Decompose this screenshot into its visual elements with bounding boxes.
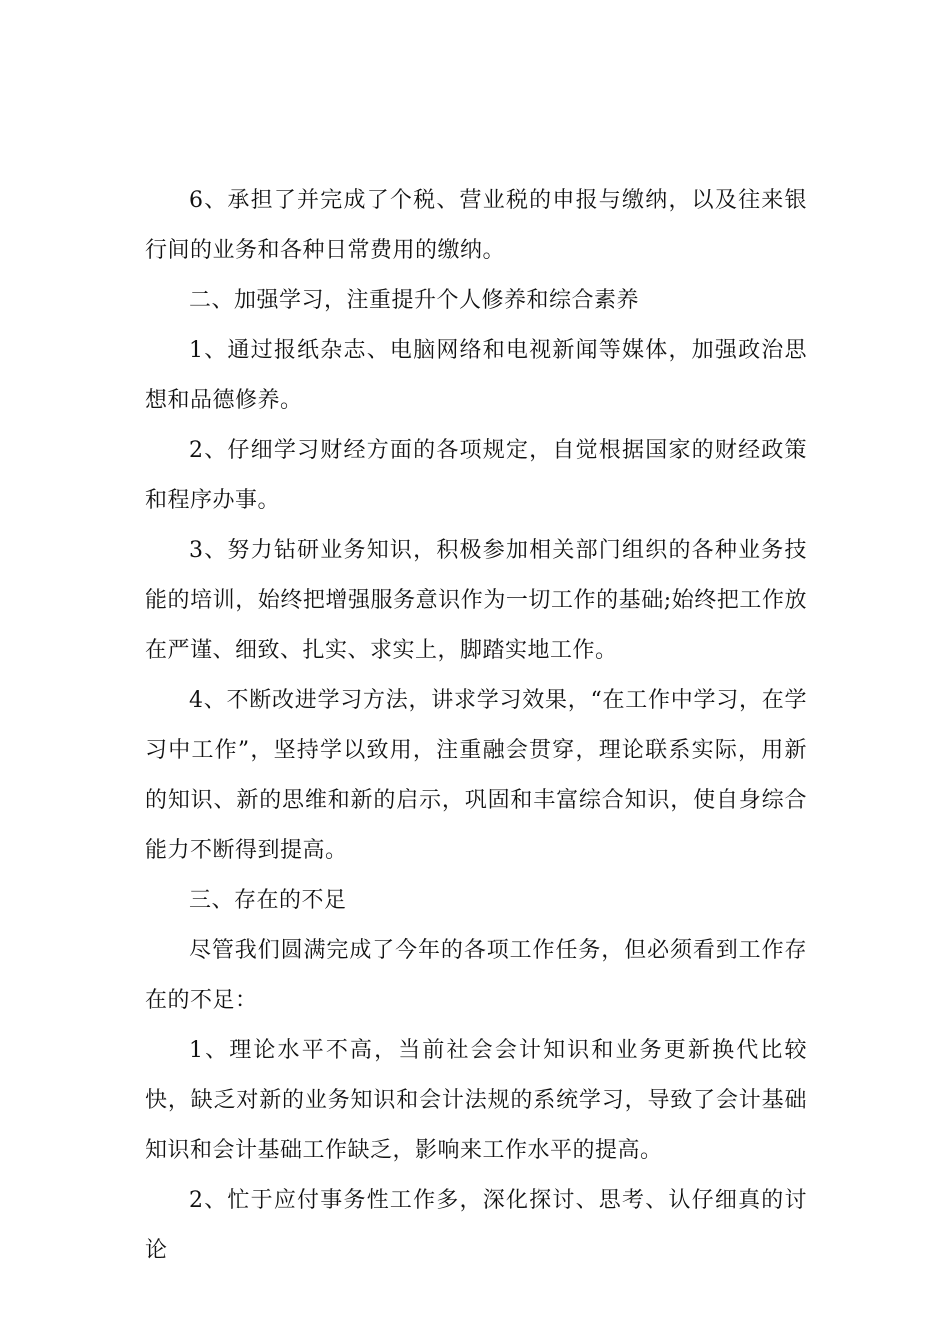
paragraph-shortcomings-intro: 尽管我们圆满完成了今年的各项工作任务，但必须看到工作存在的不足： — [145, 938, 807, 1013]
document-body — [145, 176, 807, 1276]
paragraph-shortcoming-1-theory: 1、理论水平不高，当前社会会计知识和业务更新换代比较快，缺乏对新的业务知识和会计法规的系统学习，导致了会计基础知识和会计基础工作缺乏，影响来工作水平的提高。 — [145, 1038, 807, 1163]
paragraph-item-1-media: 1、通过报纸杂志、电脑网络和电视新闻等媒体，加强政治思想和品德修养。 — [145, 338, 807, 413]
section-heading-shortcomings: 三、存在的不足 — [189, 888, 347, 913]
paragraph-item-3-training: 3、努力钻研业务知识，积极参加相关部门组织的各种业务技能的培训，始终把增强服务意识作为一切工作的基础;始终把工作放在严谨、细致、扎实、求实上，脚踏实地工作。 — [145, 538, 807, 663]
paragraph-item-4-methods: 4、不断改进学习方法，讲求学习效果，“在工作中学习，在学习中工作”，坚持学以致用，注重融会贯穿，理论联系实际，用新的知识、新的思维和新的启示，巩固和丰富综合知识，使自身综合能力不断得到提高。 — [145, 688, 807, 863]
paragraph-item-6-tax: 6、承担了并完成了个税、营业税的申报与缴纳，以及往来银行间的业务和各种日常费用的缴纳。 — [145, 188, 807, 263]
paragraph-shortcoming-2-routine: 2、忙于应付事务性工作多，深化探讨、思考、认仔细真的讨论 — [145, 1188, 807, 1263]
section-heading-study: 二、加强学习，注重提升个人修养和综合素养 — [189, 288, 640, 313]
paragraph-item-2-regulations: 2、仔细学习财经方面的各项规定，自觉根据国家的财经政策和程序办事。 — [145, 438, 807, 513]
